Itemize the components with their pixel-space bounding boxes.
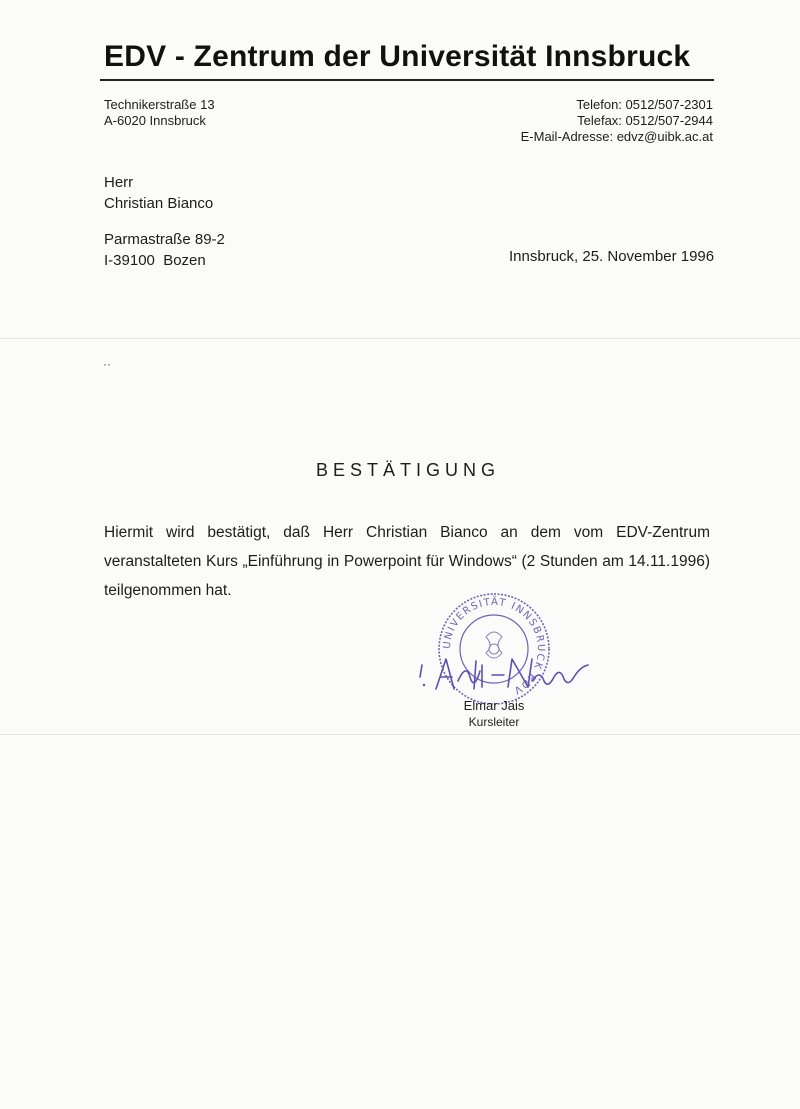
fold-mark: ··: [103, 357, 111, 371]
letter-date: Innsbruck, 25. November 1996: [509, 248, 715, 265]
recipient-name: Christian Bianco: [104, 195, 214, 212]
recipient-salutation: Herr: [104, 174, 134, 191]
subject-heading: BESTÄTIGUNG: [315, 460, 500, 480]
letterhead-title: EDV - Zentrum der Universität Innsbruck: [104, 40, 691, 73]
paper-fold-line: [0, 338, 800, 339]
contact-phone: Telefon: 0512/507-2301: [576, 97, 713, 112]
paper-fold-line: [0, 734, 800, 735]
recipient-address: [104, 172, 225, 271]
contact-email: E-Mail-Adresse: edvz@uibk.ac.at: [520, 129, 713, 144]
sender-street: Technikerstraße 13: [104, 97, 215, 112]
handwritten-signature: [414, 651, 594, 699]
recipient-street: Parmastraße 89-2: [104, 231, 225, 248]
signer-block: [449, 697, 539, 731]
contact-fax: Telefax: 0512/507-2944: [577, 113, 713, 128]
recipient-city: I-39100 Bozen: [104, 252, 206, 269]
letterhead-rule: [100, 79, 714, 81]
body-paragraph: Hiermit wird bestätigt, daß Herr Christian Bianco an dem vom EDV-Zentrum veranstalteten Kurs „Einführung in Powerpoint für Windows“ (2 Stunden am 14.11.1996) teilgenommen hat.: [104, 524, 710, 599]
sender-city: A-6020 Innsbruck: [104, 113, 206, 128]
signer-name: Elmar Jais: [463, 698, 525, 713]
signer-role: Kursleiter: [468, 715, 520, 729]
stamp-ring-text: UNIVERSITÄT INNSBRUCK EDV: [441, 596, 547, 697]
contact-block: [521, 97, 713, 145]
sender-address: [104, 97, 215, 129]
